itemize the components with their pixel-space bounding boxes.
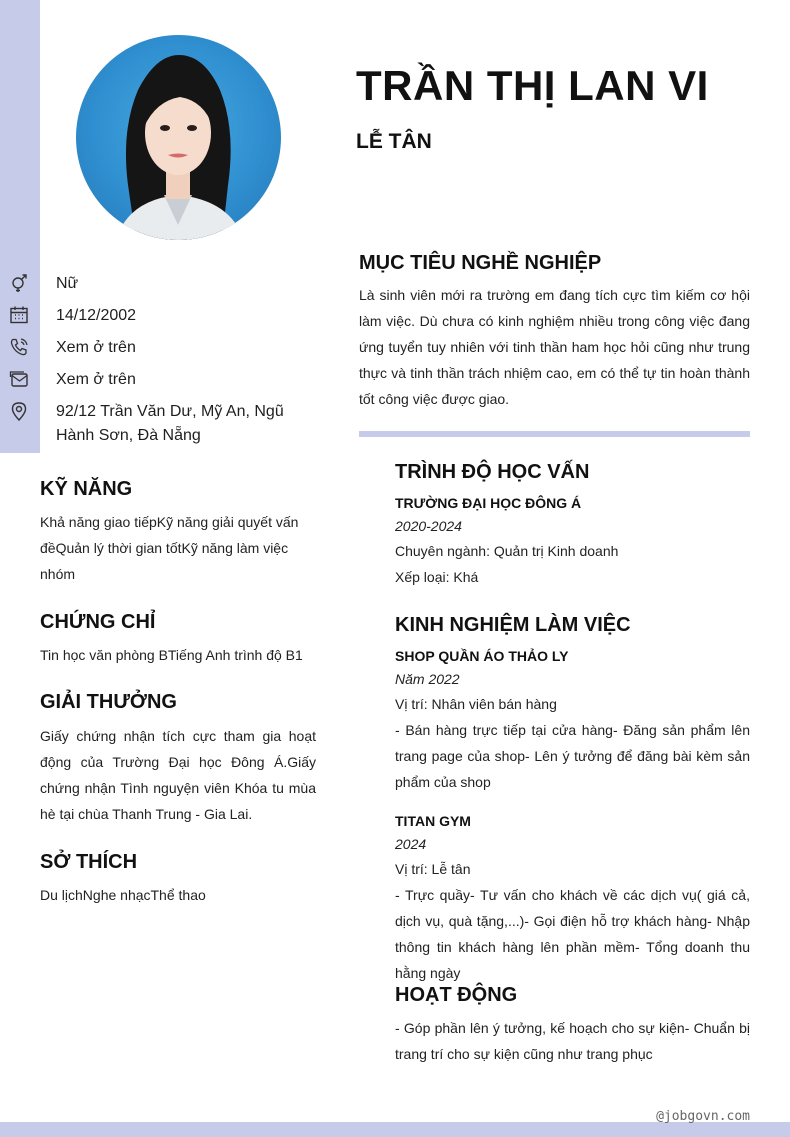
activities-heading: HOẠT ĐỘNG [395,984,518,1006]
candidate-name: TRẦN THỊ LAN VI [356,62,709,109]
contact-list [0,270,320,444]
job-title: LỄ TÂN [356,130,432,153]
awards-text: Giấy chứng nhận tích cực tham gia hoạt động của Trường Đại học Đông Á.Giấy chứng nhận Tình nguyện viên Khóa tu mùa hè tại chùa Thanh Trung - Gia Lai. [40,728,316,822]
mail-icon [9,369,29,389]
bottom-accent-strip [0,1122,790,1137]
contact-address [0,398,320,444]
contact-birthday [0,302,320,334]
certificates-heading: CHỨNG CHỈ [40,611,156,633]
job-description: - Trực quầy- Tư vấn cho khách về các dịch vụ( giá cả, dịch vụ, quà tặng,...)- Gọi điện hỗ trợ khách hàng- Nhập thông tin khách hàng lên phần mềm- Tổng doanh thu hằng ngày [395,887,750,981]
phone-icon [9,337,29,357]
education-major: Chuyên ngành: Quản trị Kinh doanh [395,543,619,559]
education-school: TRƯỜNG ĐẠI HỌC ĐÔNG Á [395,495,582,511]
location-icon [9,401,29,421]
job-position: Vị trí: Lễ tân [395,861,471,877]
certificates-text: Tin học văn phòng BTiếng Anh trình độ B1 [40,647,303,663]
education-grade: Xếp loại: Khá [395,569,479,585]
job-company: TITAN GYM [395,813,471,829]
watermark: @jobgovn.com [656,1109,750,1124]
hobbies-heading: SỞ THÍCH [40,851,138,873]
job-company: SHOP QUẦN ÁO THẢO LY [395,648,569,664]
contact-address-text: 92/12 Trần Văn Dư, Mỹ An, Ngũ Hành Sơn, Đà Nẵng [56,403,284,444]
job-period: Năm 2022 [395,671,460,687]
contact-email-text: Xem ở trên [56,371,136,388]
experience-heading: KINH NGHIỆM LÀM VIỆC [395,614,631,636]
contact-email [0,366,320,398]
skills-heading: KỸ NĂNG [40,478,133,500]
section-divider [359,431,750,437]
avatar-portrait [76,35,281,240]
contact-phone [0,334,320,366]
education-years: 2020-2024 [395,518,462,534]
calendar-icon [9,305,29,325]
objective-heading: MỤC TIÊU NGHỀ NGHIỆP [359,252,602,274]
contact-birthday-text: 14/12/2002 [56,307,137,324]
job-description: - Bán hàng trực tiếp tại cửa hàng- Đăng sản phẩm lên trang page của shop- Lên ý tưởng để đăng bài kèm sản phẩm của shop [395,722,750,790]
avatar [76,35,281,240]
skills-text: Khả năng giao tiếpKỹ năng giải quyết vấn đềQuản lý thời gian tốtKỹ năng làm việc nhóm [40,514,299,582]
contact-phone-text: Xem ở trên [56,339,136,356]
contact-gender-text: Nữ [56,275,79,292]
hobbies-text: Du lịchNghe nhạcThể thao [40,887,206,903]
objective-text: Là sinh viên mới ra trường em đang tích cực tìm kiếm cơ hội làm việc. Dù chưa có kinh nghiệm nhiều trong công việc đang ứng tuyển tuy nhiên với tinh thần ham học hỏi cũng như trung thực và tinh thần trách nhiệm cao, em có thể tự tin hoàn thành tốt công việc được giao. [359,287,750,407]
contact-gender [0,270,320,302]
education-heading: TRÌNH ĐỘ HỌC VẤN [395,461,590,483]
job-position: Vị trí: Nhân viên bán hàng [395,696,557,712]
awards-heading: GIẢI THƯỞNG [40,691,177,713]
gender-icon [9,273,29,293]
activities-text: - Góp phần lên ý tưởng, kế hoạch cho sự kiện- Chuẩn bị trang trí cho sự kiện cũng như trang phục [395,1020,750,1062]
job-period: 2024 [395,836,427,852]
